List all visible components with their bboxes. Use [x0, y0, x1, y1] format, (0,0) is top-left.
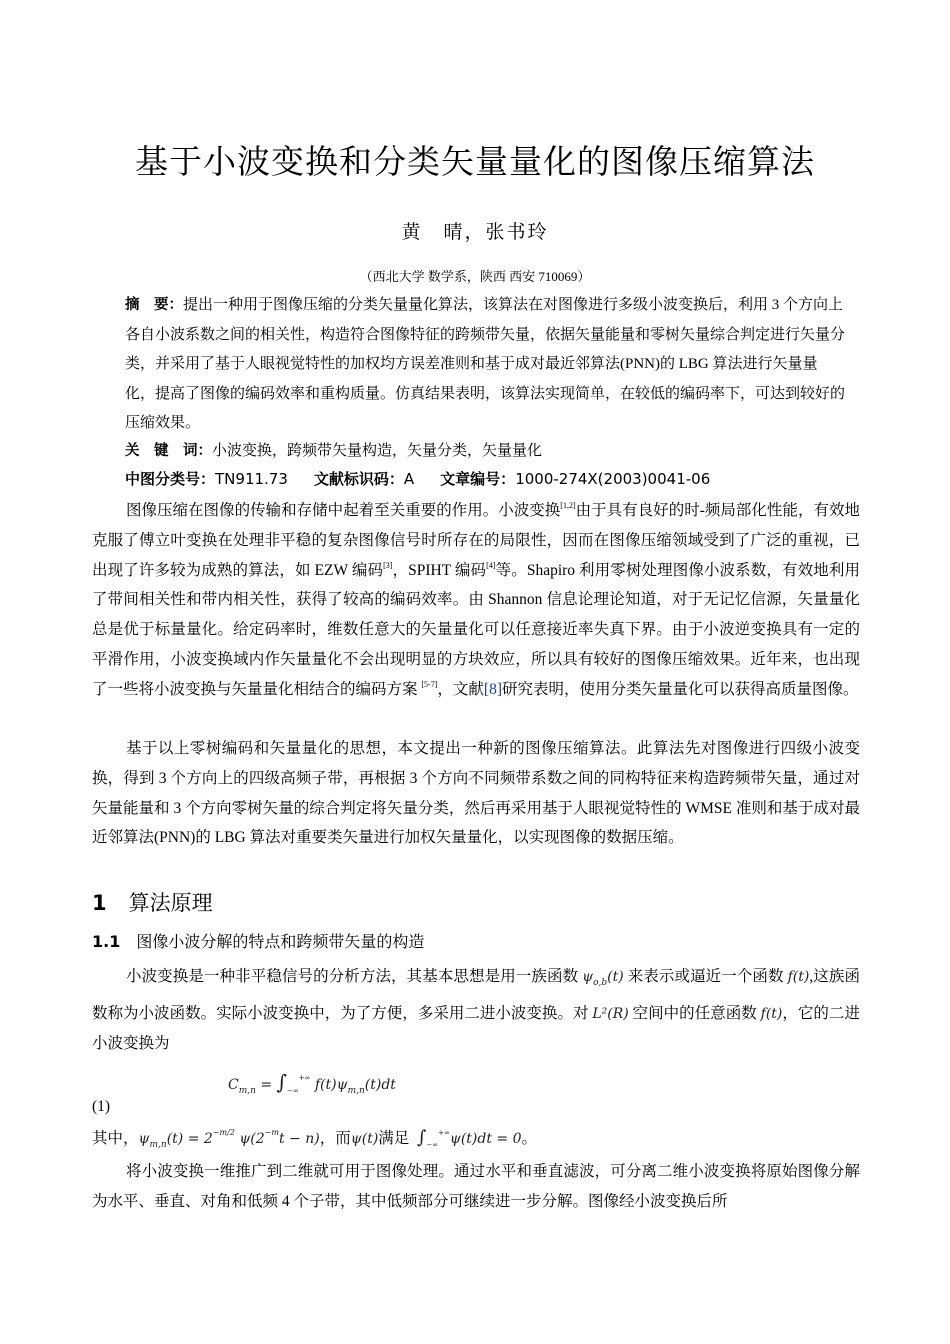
- text-run: 由于具有良好的时-频局部化性能，有效地克服了傅立叶变换在处理非平稳的复杂图像信号时所存在的局限性，因而在图像压缩领域受到了广泛的重视，已出现了许多较为成熟的算法，如 EZW 编码: [92, 502, 860, 579]
- citation: [3]: [383, 560, 393, 570]
- article-number-value: 1000-274X(2003)0041-06: [515, 470, 711, 488]
- text-run: 小波变换是一种非平稳信号的分析方法，其基本思想是用一族函数: [126, 968, 583, 985]
- math-inline: $\int_{-\infty}^{+\infty}\psi(t)dt = 0$: [417, 1127, 522, 1149]
- body-paragraph-1: [92, 962, 860, 1059]
- text-run: 等。Shapiro 利用零树处理图像小波系数，有效地利用了带间相关性和带内相关性，获得了较高的编码效率。由 Shannon 信息论理论知道，对于无记忆信源，矢量量化总是优于标量量化。给定码率时，维数任意大的矢量量化可以任意接近率失真下界。由于小波逆变换具有一定的平滑作用，小波变换域内作矢量量化不会出现明显的方块效应，所以具有较好的图像压缩效果。近年来，也出现了一些将小波变换与矢量量化相结合的编码方案: [92, 561, 860, 698]
- paper-authors: 黄 晴，张书玲: [401, 221, 549, 243]
- clc-label: 中图分类号：: [125, 470, 216, 488]
- classification-line: [125, 468, 710, 489]
- section-title: 算法原理: [128, 891, 213, 915]
- equation-1: $C_{m,n} = \int_{-\infty}^{+\infty}$ $f(t)\psi_{m,n}(t)dt$: [228, 1070, 396, 1096]
- subsection-heading: [92, 929, 424, 952]
- text-run: 满足: [378, 1130, 410, 1147]
- text-run: 其中，: [92, 1130, 139, 1147]
- math-inline: L²(R): [592, 1005, 629, 1022]
- subsection-number: 1.1: [92, 932, 121, 951]
- equation-number: (1): [92, 1098, 111, 1115]
- author-affiliation: （西北大学 数学系，陕西 西安 710069）: [359, 269, 591, 284]
- text-run: ，SPIHT 编码: [392, 561, 487, 579]
- reference-link[interactable]: [8]: [483, 680, 502, 698]
- math-inline: ψ(t): [350, 1131, 379, 1147]
- intro-paragraph-1: [92, 496, 860, 705]
- text-run: 。: [521, 1130, 538, 1147]
- math-inline: $\psi_{m,n}(t) = 2^{-m/2}$ $\psi(2^{-m}t - n)$: [138, 1128, 320, 1150]
- math-inline: f(t): [787, 969, 810, 985]
- text-run: 空间中的任意函数: [628, 1004, 761, 1022]
- math-inline: $\psi_{o,b}(t)$: [582, 969, 624, 988]
- paper-title: 基于小波变换和分类矢量量化的图像压缩算法: [135, 142, 815, 181]
- abstract-text: 提出一种用于图像压缩的分类矢量量化算法，该算法在对图像进行多级小波变换后，利用 3 个方向上各自小波系数之间的相关性，构造符合图像特征的跨频带矢量，依据矢量能量和零树矢量综合判定进行矢量分类，并采用了基于人眼视觉特性的加权均方误差准则和基于成对最近邻算法(PNN)的 LBG 算法进行矢量量化，提高了图像的编码效率和重构质量。仿真结果表明，该算法实现简单，在较低的编码率下，可达到较好的压缩效果。: [125, 297, 846, 431]
- text-run: 图像压缩在图像的传输和存储中起着至关重要的作用。小波变换: [126, 502, 561, 519]
- section-number: 1: [92, 891, 107, 915]
- abstract: [125, 291, 845, 439]
- equation-definition-line: [92, 1126, 537, 1150]
- keywords: [125, 439, 542, 460]
- citation: [4]: [486, 560, 496, 570]
- doc-code-label: 文献标识码：: [313, 470, 404, 488]
- abstract-label: 摘 要：: [125, 297, 183, 313]
- citation: [1,2]: [560, 501, 576, 510]
- intro-paragraph-2: 基于以上零树编码和矢量量化的思想，本文提出一种新的图像压缩算法。此算法先对图像进行四级小波变换，得到 3 个方向上的四级高频子带，再根据 3 个方向不同频带系数之间的同构特征来构造跨频带矢量，通过对矢量能量和 3 个方向零树矢量的综合判定将矢量分类，然后再采用基于人眼视觉特性的 WMSE 准则和基于成对最近邻算法(PNN)的 LBG 算法对重要类矢量进行加权矢量量化，以实现图像的数据压缩。: [92, 740, 860, 847]
- section-heading: [92, 887, 213, 917]
- text-run: ，而: [319, 1130, 351, 1147]
- keywords-text: 小波变换，跨频带矢量构造，矢量分类，矢量量化: [212, 443, 543, 459]
- text-run: 来表示或逼近一个函数: [623, 968, 788, 985]
- clc-value: TN911.73: [215, 470, 288, 488]
- text-run: ,这族函数称为小波函数。实际小波变换中，为了方便，多采用二进小波变换。对: [92, 968, 860, 1022]
- subsection-title: 图像小波分解的特点和跨频带矢量的构造: [136, 932, 425, 951]
- article-number-label: 文章编号：: [440, 470, 516, 488]
- keywords-label: 关 键 词：: [125, 443, 212, 459]
- citation: [5-7]: [421, 679, 438, 689]
- text-run: ，文献: [437, 680, 484, 698]
- doc-code-value: A: [403, 470, 415, 488]
- math-inline: f(t): [760, 1005, 783, 1022]
- body-paragraph-2: 将小波变换一维推广到二维就可用于图像处理。通过水平和垂直滤波，可分离二维小波变换将原始图像分解为水平、垂直、对角和低频 4 个子带，其中低频部分可继续进一步分解。图像经小波变换后所: [92, 1163, 860, 1210]
- text-run: ，它的二进小波变换为: [92, 1004, 860, 1053]
- text-run: 研究表明，使用分类矢量量化可以获得高质量图像。: [501, 680, 859, 698]
